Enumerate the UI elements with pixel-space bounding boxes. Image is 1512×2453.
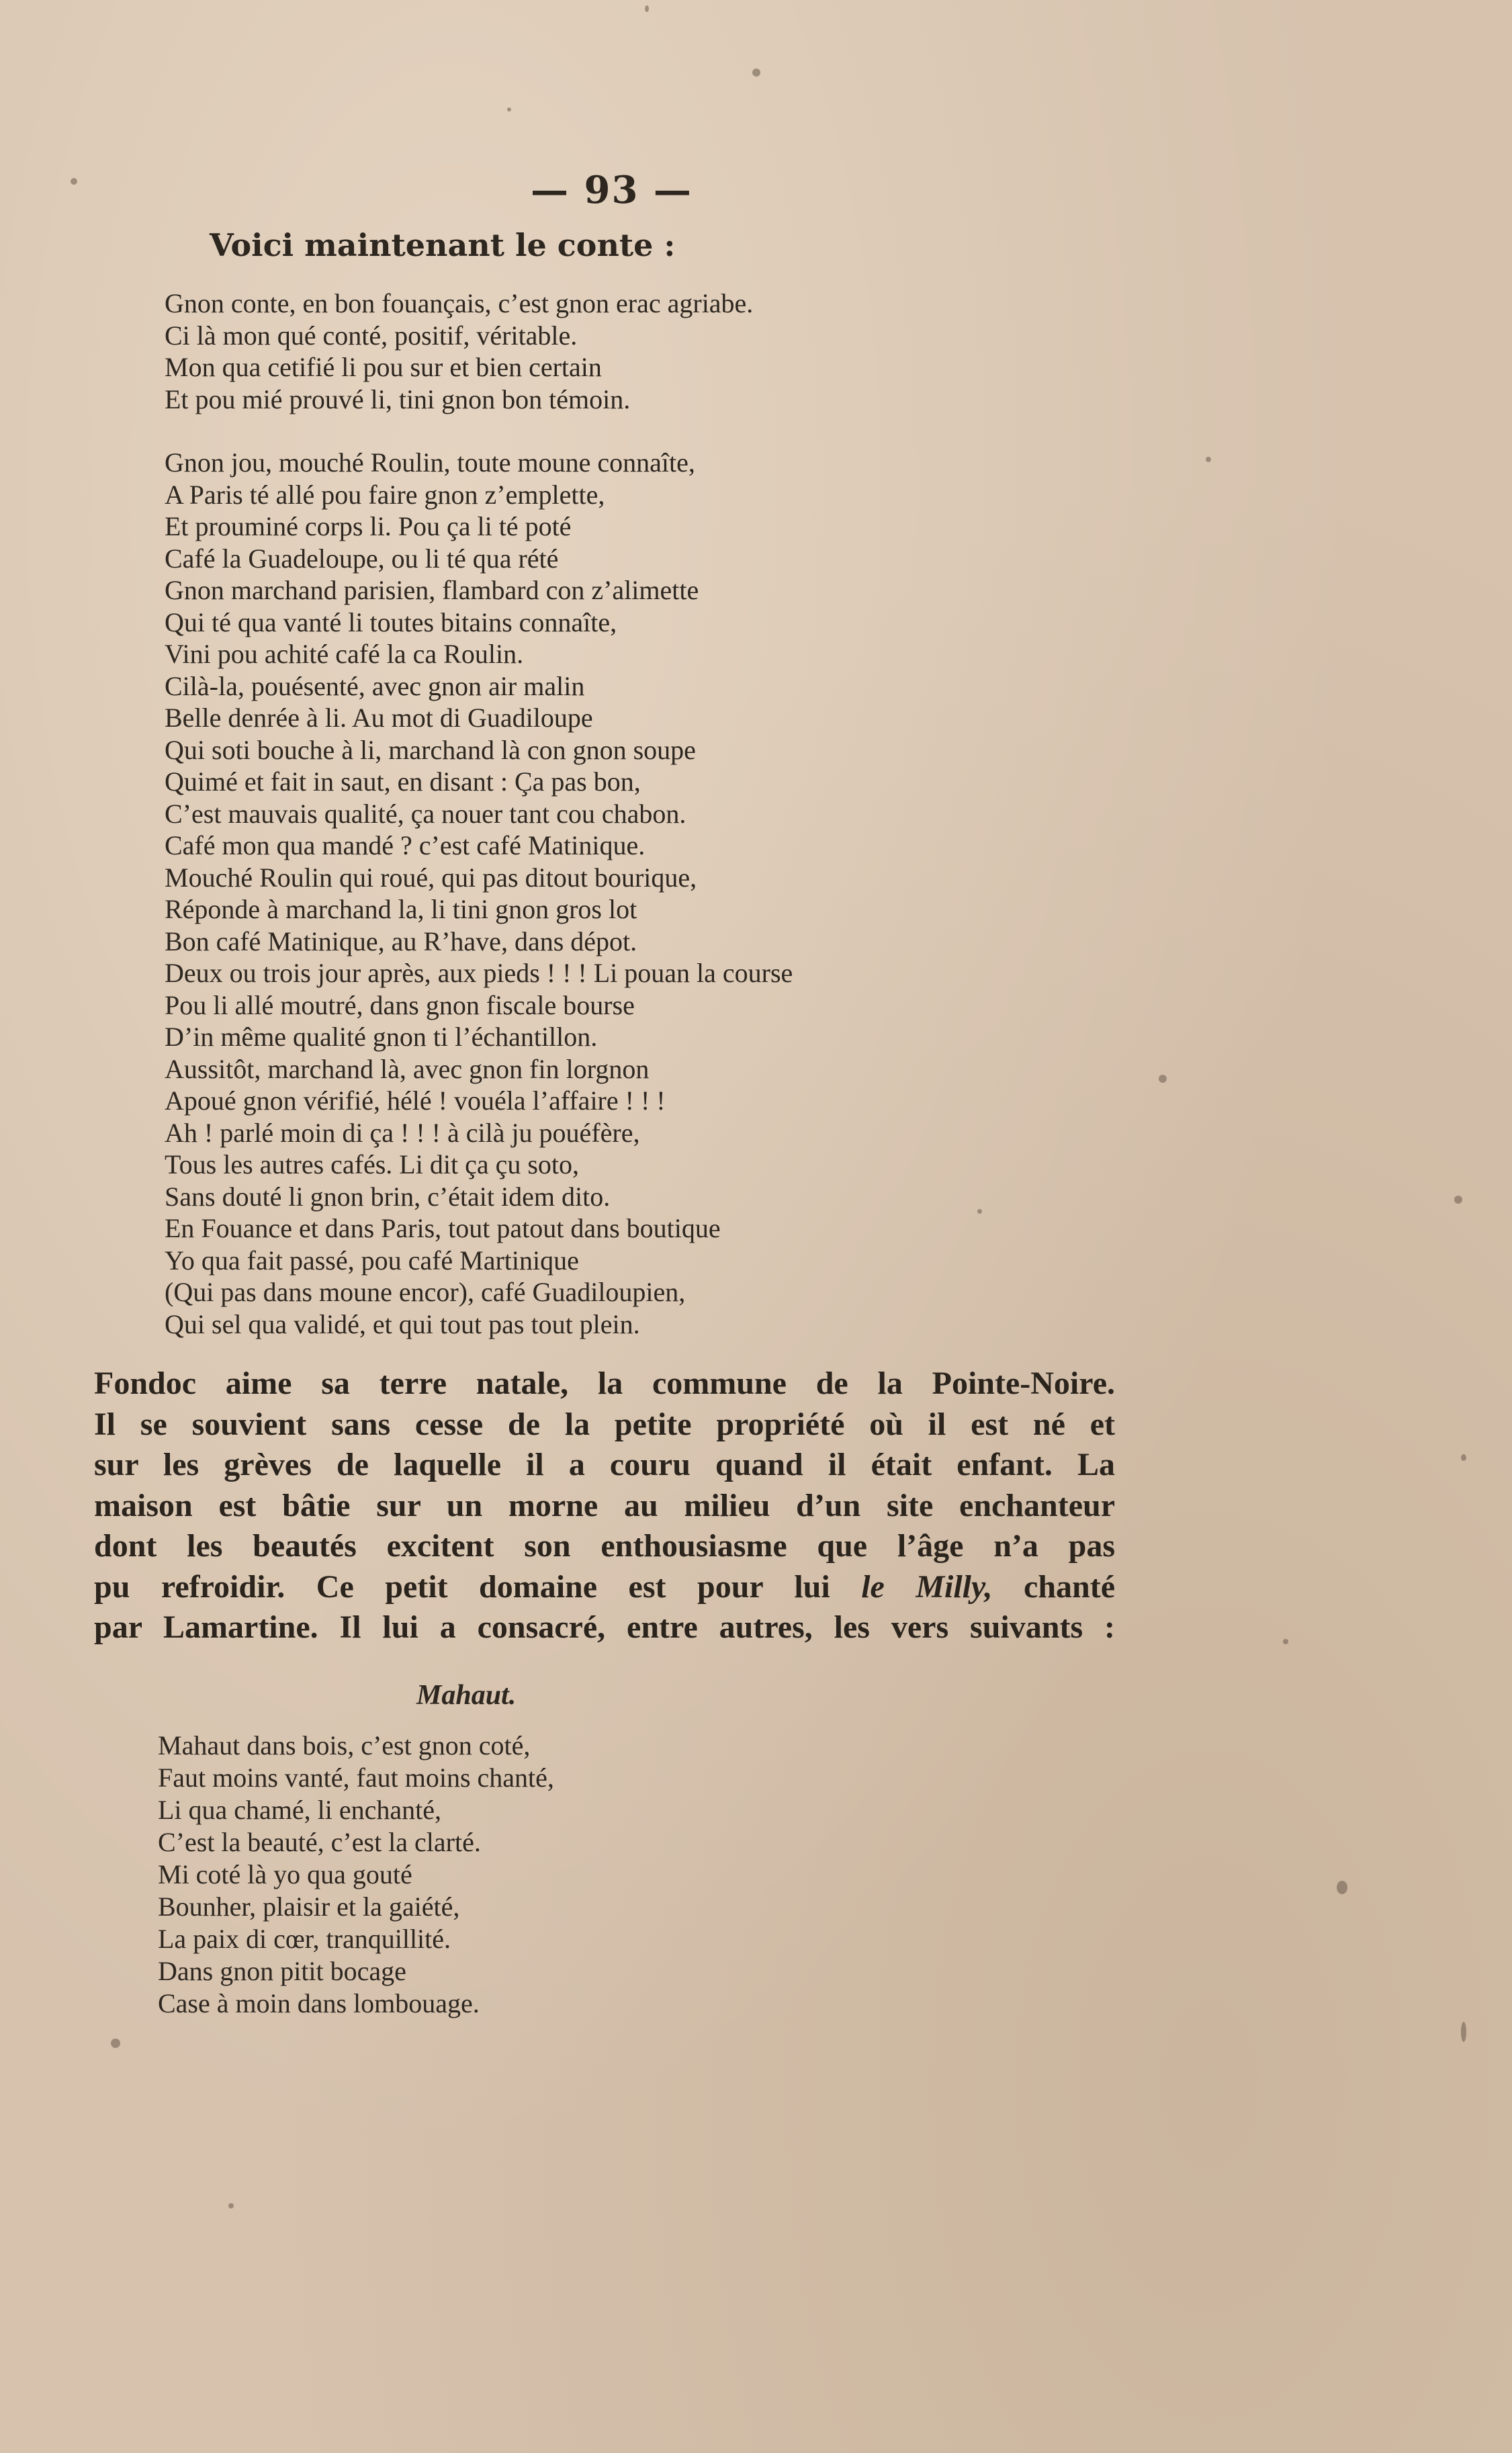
poem-line: C’est la beauté, c’est la clarté. (158, 1827, 481, 1857)
paper-speck (111, 2039, 120, 2048)
poem-line: Apoué gnon vérifié, hélé ! vouéla l’affaire ! ! ! (165, 1085, 666, 1116)
paper-speck (1206, 457, 1211, 462)
paper-speck (977, 1209, 982, 1214)
poem-line: La paix di cœr, tranquillité. (158, 1924, 451, 1954)
poem-line: Sans douté li gnon brin, c’était idem dito. (165, 1181, 611, 1212)
prose-line: maison est bâtie sur un morne au milieu d’un site enchanteur (94, 1487, 1115, 1523)
conte-poem (165, 287, 971, 1340)
poem-line: Mon qua cetifié li pou sur et bien certain (165, 352, 602, 382)
poem-line: Qui soti bouche à li, marchand là con gnon soupe (165, 734, 696, 765)
poem-line: Pou li allé moutré, dans gnon fiscale bourse (165, 989, 635, 1020)
poem-line: Li qua chamé, li enchanté, (158, 1795, 442, 1825)
poem-line: Qui té qua vanté li toutes bitains connaîte, (165, 607, 617, 637)
poem-line: En Fouance et dans Paris, tout patout dans boutique (165, 1213, 721, 1243)
prose-text: chanté (1024, 1568, 1116, 1605)
poem-line: Dans gnon pitit bocage (158, 1956, 406, 1986)
poem-line: Réponde à marchand la, li tini gnon gros lot (165, 894, 637, 924)
poem-line: Aussitôt, marchand là, avec gnon fin lorgnon (165, 1053, 650, 1084)
prose-line: par Lamartine. Il lui a consacré, entre autres, les vers suivants : (94, 1609, 1115, 1645)
poem-line: Café la Guadeloupe, ou li té qua rété (165, 543, 559, 574)
poem-line: Yo qua fait passé, pou café Martinique (165, 1245, 579, 1276)
poem-line: Et prouminé corps li. Pou ça li té poté (165, 511, 572, 541)
paper-speck (507, 107, 511, 112)
poem-line: Ci là mon qué conté, positif, véritable. (165, 320, 578, 351)
poem-line: Mahaut dans bois, c’est gnon coté, (158, 1730, 531, 1760)
paper-speck (1159, 1075, 1167, 1083)
paper-speck (1337, 1881, 1347, 1894)
page-number: — 93 — (531, 168, 693, 212)
poem-title: Mahaut. (416, 1680, 517, 1711)
prose-line: sur les grèves de laquelle il a couru quand il était enfant. La (94, 1447, 1115, 1482)
poem-line: A Paris té allé pou faire gnon z’emplette, (165, 479, 605, 510)
poem-line: Tous les autres cafés. Li dit ça çu soto, (165, 1149, 580, 1179)
prose-paragraph (94, 1364, 1115, 1648)
intro-heading: Voici maintenant le conte : (210, 227, 676, 263)
paper-speck (1283, 1639, 1288, 1644)
paper-speck (228, 2203, 234, 2209)
prose-line (94, 1567, 1115, 1608)
milly-reference: le Milly, (861, 1568, 993, 1605)
poem-line: Vini pou achité café la ca Roulin. (165, 639, 524, 669)
poem-line: Bounher, plaisir et la gaiété, (158, 1891, 460, 1922)
poem-line: Quimé et fait in saut, en disant : Ça pas bon, (165, 766, 641, 797)
poem-stanza (165, 447, 971, 1340)
poem-line: Mi coté là yo qua gouté (158, 1859, 412, 1889)
paper-speck (1461, 1454, 1466, 1461)
poem-line: (Qui pas dans moune encor), café Guadiloupien, (165, 1277, 686, 1307)
prose-text: pu refroidir. Ce petit domaine est pour lui (94, 1568, 830, 1605)
poem-line: Qui sel qua validé, et qui tout pas tout plein. (165, 1308, 640, 1339)
prose-line: Fondoc aime sa terre natale, la commune de la Pointe-Noire. (94, 1366, 1115, 1401)
poem-line: Bon café Matinique, au R’have, dans dépot. (165, 926, 637, 956)
paper-speck (1454, 1196, 1462, 1204)
paper-speck (1461, 2022, 1466, 2042)
poem-line: Ah ! parlé moin di ça ! ! ! à cilà ju pouéfère, (165, 1117, 640, 1148)
poem-stanza (165, 287, 971, 415)
poem-line: Deux ou trois jour après, aux pieds ! ! ! Li pouan la course (165, 958, 793, 988)
poem-line: Gnon conte, en bon fouançais, c’est gnon erac agriabe. (165, 288, 754, 318)
poem-line: Et pou mié prouvé li, tini gnon bon témoin. (165, 384, 631, 414)
poem-line: Gnon jou, mouché Roulin, toute moune connaîte, (165, 447, 695, 478)
prose-line: Il se souvient sans cesse de la petite propriété où il est né et (94, 1406, 1115, 1442)
poem-line: D’in même qualité gnon ti l’échantillon. (165, 1022, 598, 1052)
poem-line: Café mon qua mandé ? c’est café Matinique. (165, 830, 646, 860)
paper-speck (645, 5, 649, 12)
paper-speck (752, 69, 760, 77)
mahaut-poem (158, 1730, 830, 2020)
poem-line: Gnon marchand parisien, flambard con z’alimette (165, 575, 699, 605)
paper-speck (71, 178, 77, 185)
poem-line: Faut moins vanté, faut moins chanté, (158, 1763, 554, 1793)
poem-line: C’est mauvais qualité, ça nouer tant cou chabon. (165, 798, 686, 829)
poem-line: Mouché Roulin qui roué, qui pas ditout bourique, (165, 862, 697, 893)
poem-line: Case à moin dans lombouage. (158, 1988, 480, 2018)
poem-line: Cilà-la, pouésenté, avec gnon air malin (165, 670, 585, 701)
prose-line: dont les beautés excitent son enthousiasme que l’âge n’a pas (94, 1528, 1115, 1564)
poem-line: Belle denrée à li. Au mot di Guadiloupe (165, 703, 593, 733)
